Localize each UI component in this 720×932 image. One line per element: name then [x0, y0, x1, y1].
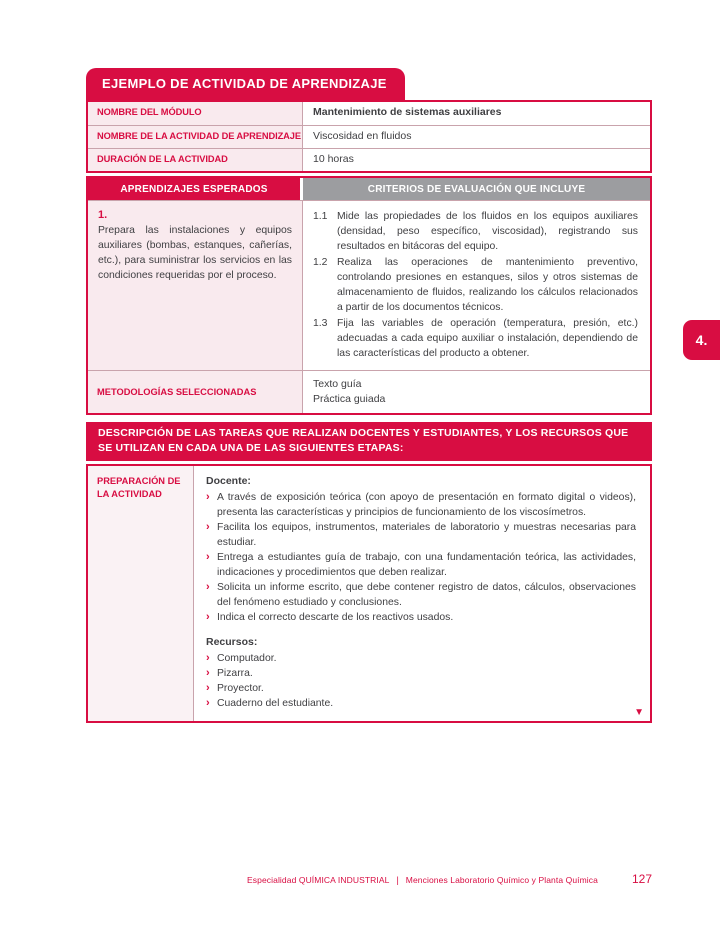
module-name-value: Mantenimiento de sistemas auxiliares — [313, 106, 502, 118]
docente-item-text: Solicita un informe escrito, que debe contener registro de datos, cálculos, observaciones del fenómeno estudiado y conclusiones. — [217, 582, 636, 608]
criteria-item — [313, 316, 638, 361]
table-row — [88, 148, 650, 171]
bullet-icon: › — [206, 611, 210, 623]
criteria-text: Mide las propiedades de los fluidos en los equipos auxiliares (densidad, peso específico, viscosidad), registrando sus resultados en bitácoras del equipo. — [337, 211, 638, 252]
methodologies-values — [303, 371, 650, 413]
bullet-icon: › — [206, 581, 210, 593]
expected-learning-header: APRENDIZAJES ESPERADOS — [88, 178, 303, 200]
bullet-icon: › — [206, 652, 210, 664]
footer-specialty: Especialidad QUÍMICA INDUSTRIAL — [247, 875, 390, 885]
list-item — [206, 520, 636, 550]
recurso-item-text: Computador. — [217, 653, 277, 664]
learning-table — [86, 176, 652, 415]
footer-mentions: Menciones Laboratorio Químico y Planta Química — [405, 875, 598, 885]
methodology-item: Texto guía — [313, 378, 362, 390]
learning-table-body — [88, 200, 650, 370]
chapter-tab: 4. — [683, 320, 720, 360]
methodologies-label: METODOLOGÍAS SELECCIONADAS — [88, 371, 303, 413]
table-row — [88, 125, 650, 148]
info-table — [86, 100, 652, 173]
bullet-icon: › — [206, 491, 210, 503]
recurso-item-text: Cuaderno del estudiante. — [217, 698, 334, 709]
recurso-item-text: Pizarra. — [217, 668, 253, 679]
docente-item-text: A través de exposición teórica (con apoyo de presentación en formato digital o videos), presenta las características y principios de funcionamiento de los viscosímetros. — [217, 492, 636, 518]
duration-label: DURACIÓN DE LA ACTIVIDAD — [88, 149, 303, 171]
continuation-triangle-icon: ▼ — [634, 707, 644, 718]
list-item — [206, 610, 636, 625]
criteria-item — [313, 209, 638, 254]
page-footer — [86, 872, 652, 886]
page-content — [86, 68, 652, 723]
bullet-icon: › — [206, 521, 210, 533]
evaluation-criteria-header: CRITERIOS DE EVALUACIÓN QUE INCLUYE — [303, 178, 650, 200]
bullet-icon: › — [206, 551, 210, 563]
bullet-icon: › — [206, 667, 210, 679]
learning-number: 1. — [98, 209, 108, 221]
list-item — [206, 550, 636, 580]
criteria-number: 1.1 — [313, 211, 328, 222]
criteria-text: Realiza las operaciones de mantenimiento preventivo, controlando presiones en estanques, silos y otros sistemas de almacenamiento de fluidos, realizando los cálculos relacionados a partir de los documentos técnicos. — [337, 257, 638, 313]
tasks-description-banner: DESCRIPCIÓN DE LAS TAREAS QUE REALIZAN DOCENTES Y ESTUDIANTES, Y LOS RECURSOS QUE SE UTILIZAN EN CADA UNA DE LAS SIGUIENTES ETAPAS: — [86, 422, 652, 461]
recursos-title: Recursos: — [206, 636, 258, 648]
criteria-number: 1.3 — [313, 318, 328, 329]
activity-name-value: Viscosidad en fluidos — [313, 130, 412, 142]
docente-item-text: Facilita los equipos, instrumentos, materiales de laboratorio y muestras necesarias para estudiar. — [217, 522, 636, 548]
methodology-item: Práctica guiada — [313, 393, 386, 405]
list-item — [206, 580, 636, 610]
preparation-table — [86, 464, 652, 723]
list-item — [206, 681, 636, 696]
learning-text: Prepara las instalaciones y equipos auxiliares (bombas, estanques, cañerías, etc.), para suministrar los servicios en las condiciones requeridas por el proceso. — [98, 225, 292, 281]
list-item — [206, 490, 636, 520]
list-item — [206, 666, 636, 681]
bullet-icon: › — [206, 697, 210, 709]
duration-value: 10 horas — [313, 153, 354, 165]
page-number: 127 — [631, 872, 652, 886]
bullet-icon: › — [206, 682, 210, 694]
docente-item-text: Indica el correcto descarte de los reactivos usados. — [217, 612, 454, 623]
criteria-item — [313, 255, 638, 315]
criteria-cell — [303, 201, 650, 370]
methodologies-row — [88, 370, 650, 413]
recurso-item-text: Proyector. — [217, 683, 264, 694]
learning-table-header — [88, 178, 650, 200]
criteria-number: 1.2 — [313, 257, 328, 268]
footer-separator: | — [396, 875, 399, 885]
docente-title: Docente: — [206, 475, 251, 487]
criteria-text: Fija las variables de operación (temperatura, presión, etc.) adecuadas a cada equipo auxiliar o instalación, dependiendo de las características del producto a obtener. — [337, 318, 638, 359]
module-name-label: NOMBRE DEL MÓDULO — [88, 102, 303, 125]
activity-name-label: NOMBRE DE LA ACTIVIDAD DE APRENDIZAJE — [88, 126, 303, 148]
expected-learning-cell — [88, 201, 303, 370]
list-item — [206, 651, 636, 666]
docente-item-text: Entrega a estudiantes guía de trabajo, con una fundamentación teórica, las actividades, indicaciones y procedimientos que deben realizar. — [217, 552, 636, 578]
table-row — [88, 102, 650, 125]
list-item — [206, 696, 636, 711]
preparation-content — [194, 466, 650, 721]
preparation-label: PREPARACIÓN DE LA ACTIVIDAD — [88, 466, 194, 721]
page-title: EJEMPLO DE ACTIVIDAD DE APRENDIZAJE — [86, 68, 405, 100]
